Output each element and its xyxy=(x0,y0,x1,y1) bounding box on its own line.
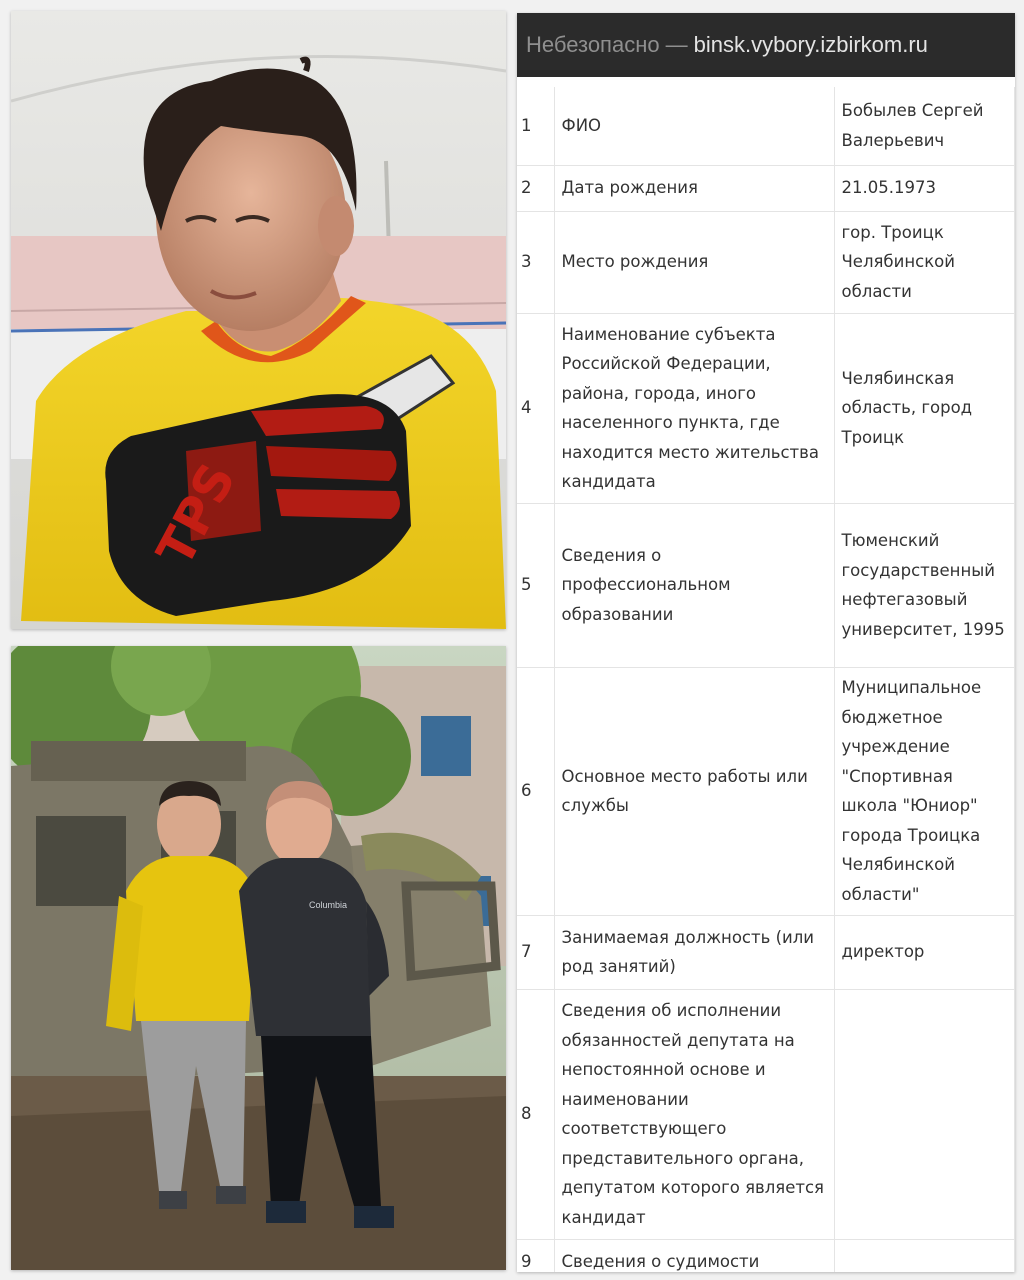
address-separator: — xyxy=(665,32,688,57)
table-row xyxy=(517,989,1015,1239)
table-row xyxy=(517,1239,1015,1272)
row-label: ФИО xyxy=(554,87,834,165)
table-row xyxy=(517,667,1015,915)
row-label: Дата рождения xyxy=(554,165,834,211)
jacket-brand-text: Columbia xyxy=(309,900,348,910)
candidate-info-table xyxy=(517,87,1015,1272)
row-label: Занимаемая должность (или род занятий) xyxy=(554,915,834,989)
table-row xyxy=(517,503,1015,667)
row-number: 1 xyxy=(517,87,554,165)
table-row xyxy=(517,915,1015,989)
table-row xyxy=(517,313,1015,503)
row-label: Сведения о судимости xyxy=(554,1239,834,1272)
row-value: директор xyxy=(834,915,1015,989)
insecure-warning-label: Небезопасно xyxy=(526,32,660,57)
row-value: гор. Троицк Челябинской области xyxy=(834,211,1015,313)
row-value: Тюменский государственный нефтегазовый университет, 1995 xyxy=(834,503,1015,667)
table-row xyxy=(517,211,1015,313)
photo-two-men-vehicle xyxy=(11,646,506,1270)
row-number: 8 xyxy=(517,989,554,1239)
row-label: Сведения о профессиональном образовании xyxy=(554,503,834,667)
row-number: 7 xyxy=(517,915,554,989)
row-label: Сведения об исполнении обязанностей депутата на непостоянной основе и наименовании соответствующего представительного органа, депутатом которого является кандидат xyxy=(554,989,834,1239)
row-number: 6 xyxy=(517,667,554,915)
address-host: binsk.vybory.izbirkom.ru xyxy=(693,32,928,57)
hockey-player-image xyxy=(11,11,506,629)
row-number: 2 xyxy=(517,165,554,211)
row-label: Основное место работы или службы xyxy=(554,667,834,915)
row-label: Место рождения xyxy=(554,211,834,313)
photo-hockey-player xyxy=(11,11,506,629)
row-label: Наименование субъекта Российской Федерации, района, города, иного населенного пункта, где находится место жительства кандидата xyxy=(554,313,834,503)
glove-brand-text: TPS xyxy=(145,453,248,576)
table-row xyxy=(517,165,1015,211)
table-row xyxy=(517,87,1015,165)
row-number: 4 xyxy=(517,313,554,503)
row-number: 3 xyxy=(517,211,554,313)
row-value: 21.05.1973 xyxy=(834,165,1015,211)
row-value: Муниципальное бюджетное учреждение "Спортивная школа "Юниор" города Троицка Челябинской области" xyxy=(834,667,1015,915)
row-value xyxy=(834,989,1015,1239)
row-value: Челябинская область, город Троицк xyxy=(834,313,1015,503)
two-men-vehicle-image xyxy=(11,646,506,1270)
browser-window xyxy=(517,13,1015,1272)
row-number: 9 xyxy=(517,1239,554,1272)
row-value xyxy=(834,1239,1015,1272)
address-bar[interactable] xyxy=(517,13,1015,77)
row-value: Бобылев Сергей Валерьевич xyxy=(834,87,1015,165)
row-number: 5 xyxy=(517,503,554,667)
